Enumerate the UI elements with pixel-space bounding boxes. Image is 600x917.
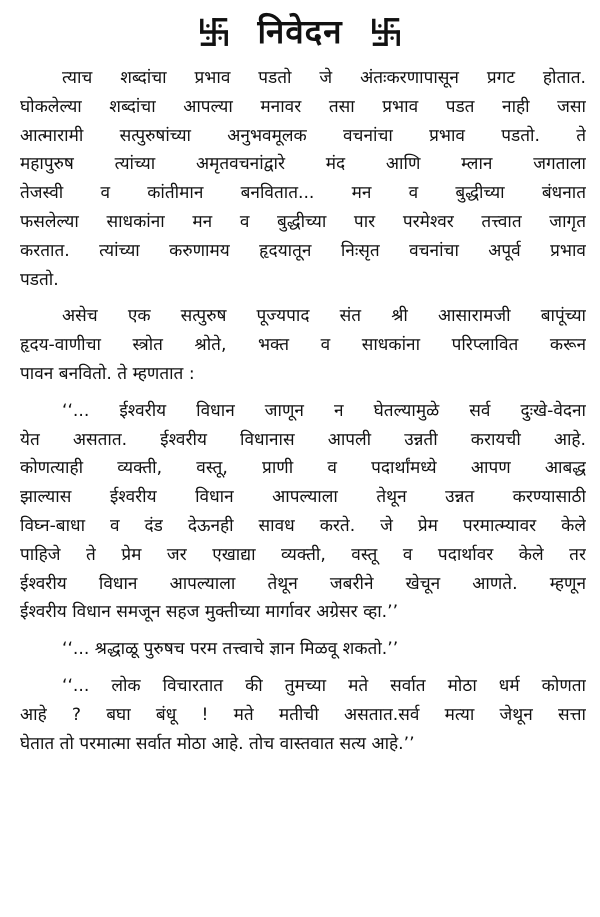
page-title: निवेदन <box>257 12 343 51</box>
text-line: पडतो. <box>20 269 59 290</box>
text-line: कोणत्याही व्यक्ती, वस्तू, प्राणी व पदार्थांमध्ये आपण आबद्ध <box>20 458 586 479</box>
text-line: पावन बनवितो. ते म्हणतात : <box>20 363 195 384</box>
text-line: ‘‘... लोक विचारतात की तुमच्या मते सर्वात मोठा धर्म कोणता <box>62 675 586 696</box>
text-line: आत्मारामी सत्पुरुषांच्या अनुभवमूलक वचनांचा प्रभाव पडतो. ते <box>20 125 586 146</box>
text-line: तेजस्वी व कांतीमान बनवितात... मन व बुद्धीच्या बंधनात <box>20 183 586 204</box>
text-line: महापुरुष त्यांच्या अमृतवचनांद्वारे मंद आणि म्लान जगताला <box>20 154 586 175</box>
swastika-icon <box>369 15 403 49</box>
text-line: झाल्यास ईश्वरीय विधान आपल्याला तेथून उन्नत करण्यासाठी <box>20 487 586 508</box>
text-line: हृदय-वाणीचा स्त्रोत श्रोते, भक्त व साधकांना परिप्लावित करून <box>20 335 586 356</box>
text-line: असेच एक सत्पुरुष पूज्यपाद संत श्री आसारामजी बापूंच्या <box>62 306 586 327</box>
text-line: ‘‘... श्रद्धाळू पुरुषच परम तत्त्वाचे ज्ञान मिळवू शकतो.’’ <box>62 639 399 660</box>
heading <box>0 10 600 54</box>
paragraph-intro <box>20 64 586 294</box>
paragraph-quote-religion <box>20 672 586 758</box>
body-text <box>20 64 586 766</box>
text-line: आहे ? बघा बंधू ! मते मतीची असतात.सर्व मत्या जेथून सत्ता <box>20 704 586 725</box>
paragraph-quote-divine-law <box>20 397 586 627</box>
text-line: ‘‘... ईश्वरीय विधान जाणून न घेतल्यामुळे सर्व दुःखे-वेदना <box>62 400 586 421</box>
text-line: ईश्वरीय विधान समजून सहज मुक्तीच्या मार्गावर अग्रेसर व्हा.’’ <box>20 602 399 623</box>
text-line: घोकलेल्या शब्दांचा आपल्या मनावर तसा प्रभाव पडत नाही जसा <box>20 96 586 117</box>
text-line: ईश्वरीय विधान आपल्याला तेथून जबरीने खेचून आणते. म्हणून <box>20 573 586 594</box>
text-line: येत असतात. ईश्वरीय विधानास आपली उन्नती करायची आहे. <box>20 429 586 450</box>
text-line: फसलेल्या साधकांना मन व बुद्धीच्या पार परमेश्वर तत्त्वात जागृत <box>20 211 586 232</box>
paragraph-quote-faith <box>20 635 586 664</box>
paragraph-saint <box>20 302 586 388</box>
text-line: त्याच शब्दांचा प्रभाव पडतो जे अंतःकरणापासून प्रगट होतात. <box>62 68 586 88</box>
text-line: घेतात तो परमात्मा सर्वात मोठा आहे. तोच वास्तवात सत्य आहे.’’ <box>20 733 415 754</box>
text-line: करतात. त्यांच्या करुणामय हृदयातून निःसृत वचनांचा अपूर्व प्रभाव <box>20 240 586 261</box>
text-line: पाहिजे ते प्रेम जर एखाद्या व्यक्ती, वस्तू व पदार्थावर केले तर <box>20 544 586 565</box>
text-line: विघ्न-बाधा व दंड देऊनही सावध करते. जे प्रेम परमात्म्यावर केले <box>20 515 586 536</box>
swastika-icon <box>197 15 231 49</box>
